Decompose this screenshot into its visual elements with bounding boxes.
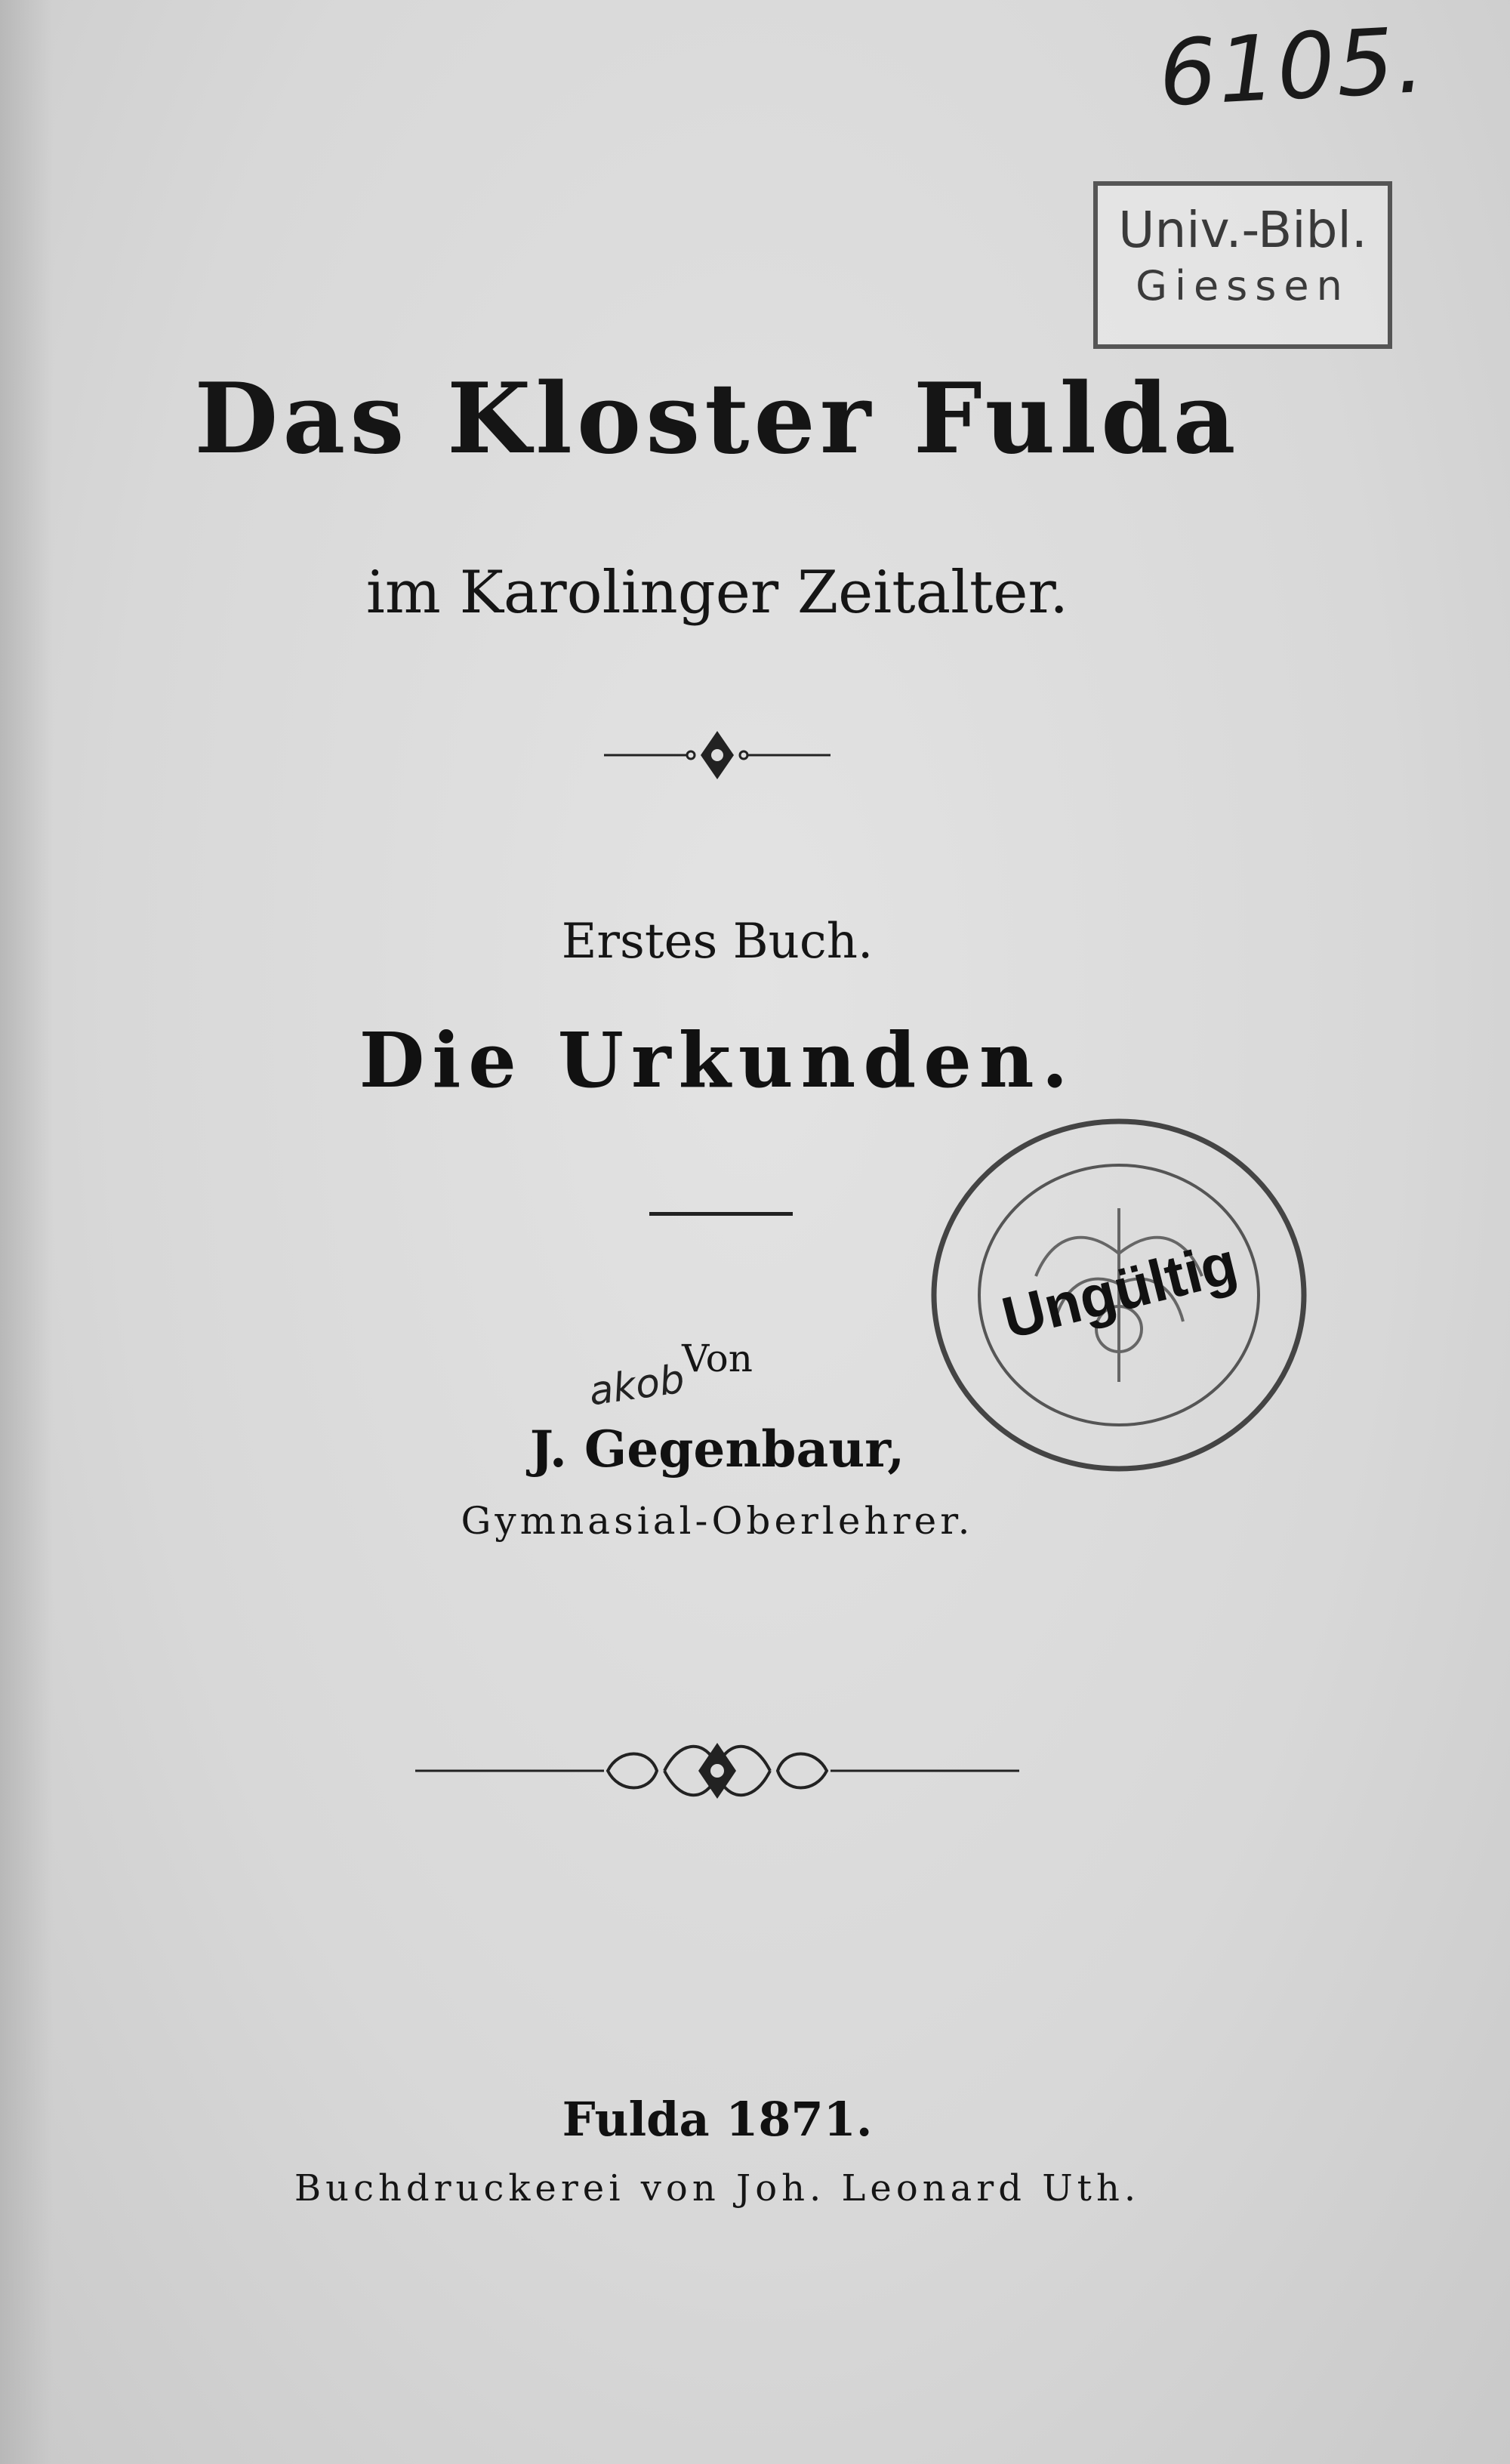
- book-part-title: Die Urkunden.: [359, 1016, 1076, 1105]
- place-and-date: Fulda 1871.: [562, 2092, 873, 2147]
- handwritten-annotation: akob: [586, 1356, 688, 1415]
- author-name: J. Gegenbaur,: [529, 1420, 905, 1479]
- printer-imprint: Buchdruckerei von Joh. Leonard Uth.: [294, 2167, 1141, 2210]
- round-library-stamp: [923, 1110, 1315, 1480]
- section-rule: [649, 1212, 793, 1216]
- book-main-title: Das Kloster Fulda: [194, 362, 1240, 476]
- handwritten-shelfmark: 6105.: [1156, 8, 1428, 128]
- library-stamp-line1: Univ.-Bibl.: [1118, 201, 1367, 259]
- author-profession: Gymnasial-Oberlehrer.: [461, 1499, 974, 1543]
- small-ornament-divider: [604, 725, 830, 785]
- ungueltig-overprint: Ungültig: [995, 1229, 1243, 1352]
- by-label: Von: [682, 1337, 753, 1380]
- book-number: Erstes Buch.: [561, 914, 874, 970]
- library-stamp-line2: Giessen: [1136, 262, 1350, 310]
- large-ornament-divider: [415, 1729, 1019, 1812]
- library-stamp: [1093, 181, 1392, 349]
- book-subtitle: im Karolinger Zeitalter.: [365, 559, 1069, 627]
